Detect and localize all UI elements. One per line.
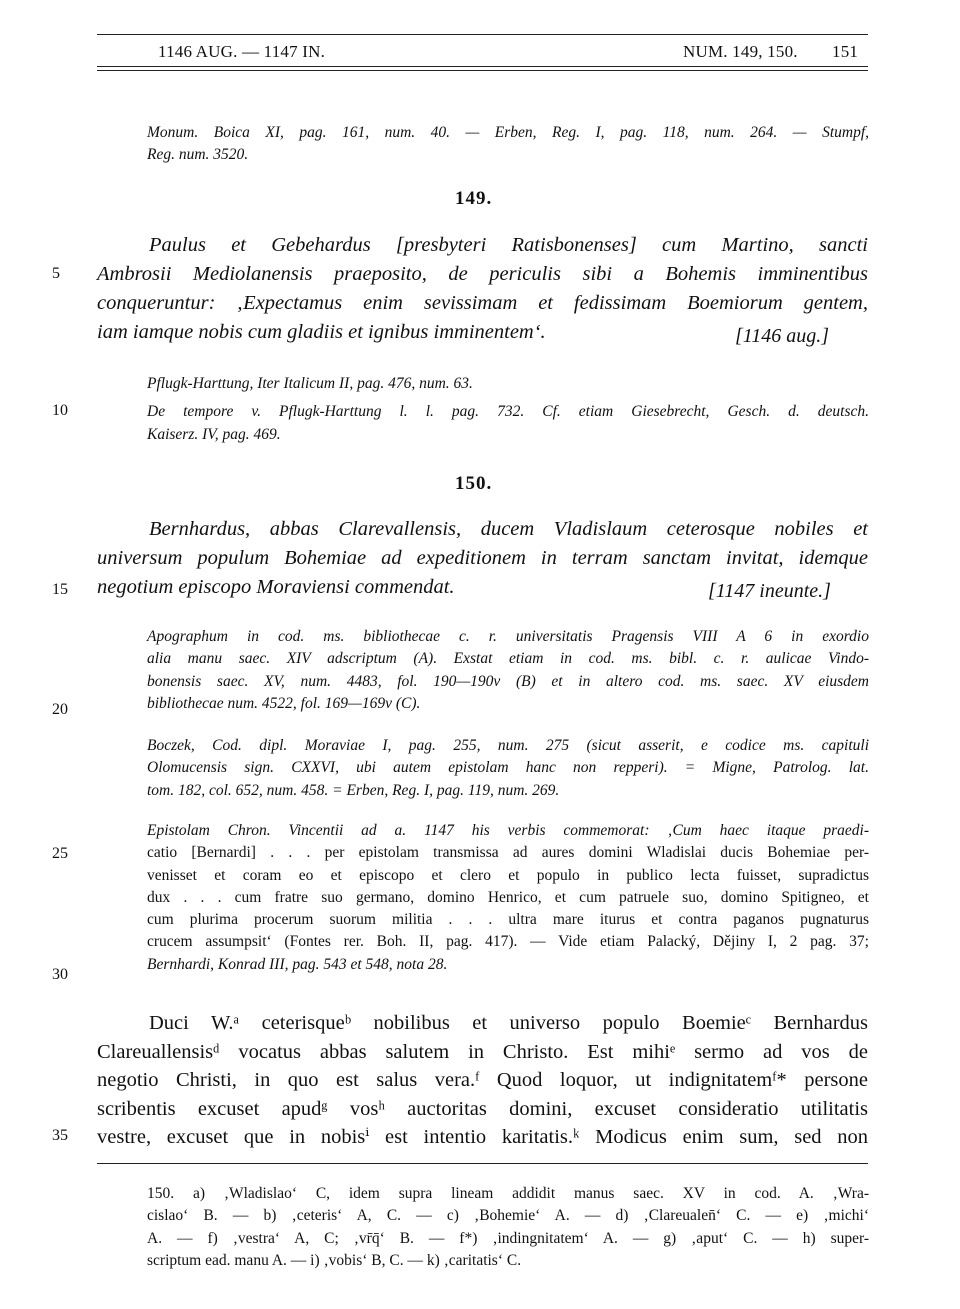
regest-line: conqueruntur: ‚Expectamus enim sevissimam et fedissimam Boemiorum gentem, [97,292,868,314]
source-line: Epistolam Chron. Vincentii ad a. 1147 his verbis commemorat: ‚Cum haec itaque praedi- [147,822,869,839]
source-line: bibliothecae num. 4522, fol. 169—169v (C). [147,694,421,712]
letter-line: vestre, excuset que in nobisⁱ est intentio karitatis.ᵏ Modicus enim sum, sed non [97,1126,868,1149]
letter-line: negotio Christi, in quo est salus vera.ᶠ Quod loquor, ut indignitatemᶠ* persone [97,1069,868,1092]
line-number: 25 [52,845,68,862]
source-line: Olomucensis sign. CXXVI, ubi autem epistolam hanc non repperi). = Migne, Patrolog. lat. [147,759,869,777]
doc150-sources-manuscripts [147,626,869,715]
doc-number-150: 150. [455,473,493,494]
source-line: Apographum in cod. ms. bibliothecae c. r. universitatis Pragensis VIII A 6 in exordio [147,628,869,645]
line-number: 10 [52,402,68,419]
doc150-sources-chronicle [147,820,869,976]
source-line: De tempore v. Pflugk-Harttung l. l. pag. 732. Cf. etiam Giesebrecht, Gesch. d. deutsch. [147,403,869,421]
line-number: 30 [52,966,68,983]
regest-line: negotium episcopo Moraviensi commendat. [97,576,455,598]
regest-line: iam iamque nobis cum gladiis et ignibus imminentem‘. [97,321,546,343]
source-line: Reg. num. 3520. [147,146,249,164]
source-line: crucem assumpsit‘ (Fontes rer. Boh. II, pag. 417). — Vide etiam Palacký, Dějiny I, 2 pag. 37; [147,933,869,951]
header-top-rule [97,34,868,35]
footnote-line: cislao‘ B. — b) ‚ceteris‘ A, C. — c) ‚Bohemie‘ A. — d) ‚Clareualen̄‘ C. — e) ‚michi‘ [147,1207,869,1225]
source-line: cum plurima procerum suorum militia . . . ultra mare iturus et contra paganos pugnaturus [147,911,869,929]
header-date-range: 1146 AUG. — 1147 IN. [158,42,326,61]
line-number: 20 [52,701,68,718]
source-line: Boczek, Cod. dipl. Moraviae I, pag. 255, num. 275 (sicut asserit, e codice ms. capituli [147,737,869,754]
line-number: 5 [52,265,60,282]
page-number: 151 [832,42,859,61]
doc149-sources [147,373,869,446]
footnote-line: A. — f) ‚vestra‘ A, C; ‚vr̄q̄‘ B. — f*) ‚indingnitatem‘ A. — g) ‚aput‘ C. — h) super- [147,1229,869,1247]
source-line: Monum. Boica XI, pag. 161, num. 40. — Erben, Reg. I, pag. 118, num. 264. — Stumpf, [147,124,869,141]
letter-line: Clareuallensisᵈ vocatus abbas salutem in Christo. Est mihiᵉ sermo ad vos de [97,1040,868,1063]
letter-line: scribentis excuset apudᵍ vosʰ auctoritas domini, excuset consideratio utilitatis [97,1097,868,1120]
header-rule-2 [97,70,868,71]
source-line: bonensis saec. XV, num. 4483, fol. 190—190v (B) et in altero cod. ms. saec. XV eiusdem [147,672,869,690]
line-number: 35 [52,1127,68,1144]
source-line: Bernhardi, Konrad III, pag. 543 et 548, nota 28. [147,955,448,973]
source-line: venisset et coram eo et episcopo et clero et populo in publico lecta fuisset, supradictus [147,866,869,884]
footnote-line: scriptum ead. manu A. — i) ‚vobis‘ B, C. — k) ‚caritatis‘ C. [147,1252,522,1270]
source-line: Pflugk-Harttung, Iter Italicum II, pag. 476, num. 63. [147,375,473,392]
footnote-line: 150. a) ‚Wladislao‘ C, idem supra lineam addidit manus saec. XV in cod. A. ‚Wra- [147,1185,869,1202]
doc150-date: [1147 ineunte.] [708,580,831,602]
regest-line: Paulus et Gebehardus [presbyteri Ratisbonenses] cum Martino, sancti [149,234,868,256]
regest-line: universum populum Bohemiae ad expeditionem in terram sanctam invitat, idemque [97,547,868,569]
regest-line: Ambrosii Mediolanensis praeposito, de periculis sibi a Bohemis imminentibus [97,263,868,285]
doc150-footnotes [147,1183,869,1273]
letter-line: Duci W.ᵃ ceterisqueᵇ nobilibus et universo populo Boemieᶜ Bernhardus [149,1012,868,1034]
source-line: dux . . . cum fratre suo germano, domino Henrico, et cum patruele suo, domino Spitigneo, et [147,888,869,906]
regest-line: Bernhardus, abbas Clarevallensis, ducem Vladislaum ceterosque nobiles et [149,518,868,540]
footnote-rule [97,1163,868,1164]
previous-doc-sources [147,122,869,167]
header-rule-1 [97,66,868,67]
doc150-sources-editions [147,735,869,802]
doc149-date: [1146 aug.] [735,325,830,347]
doc150-letter-text [97,1009,868,1152]
line-number: 15 [52,581,68,598]
source-line: tom. 182, col. 652, num. 458. = Erben, Reg. I, pag. 119, num. 269. [147,781,560,799]
header-doc-numbers: NUM. 149, 150. [683,42,798,61]
source-line: alia manu saec. XIV adscriptum (A). Exstat etiam in cod. ms. bibl. c. r. aulicae Vindo- [147,650,869,668]
doc-number-149: 149. [455,188,493,209]
source-line: catio [Bernardi] . . . per epistolam transmissa ad aures domini Wladislai ducis Bohemiae per- [147,844,869,862]
source-line: Kaiserz. IV, pag. 469. [147,425,281,443]
